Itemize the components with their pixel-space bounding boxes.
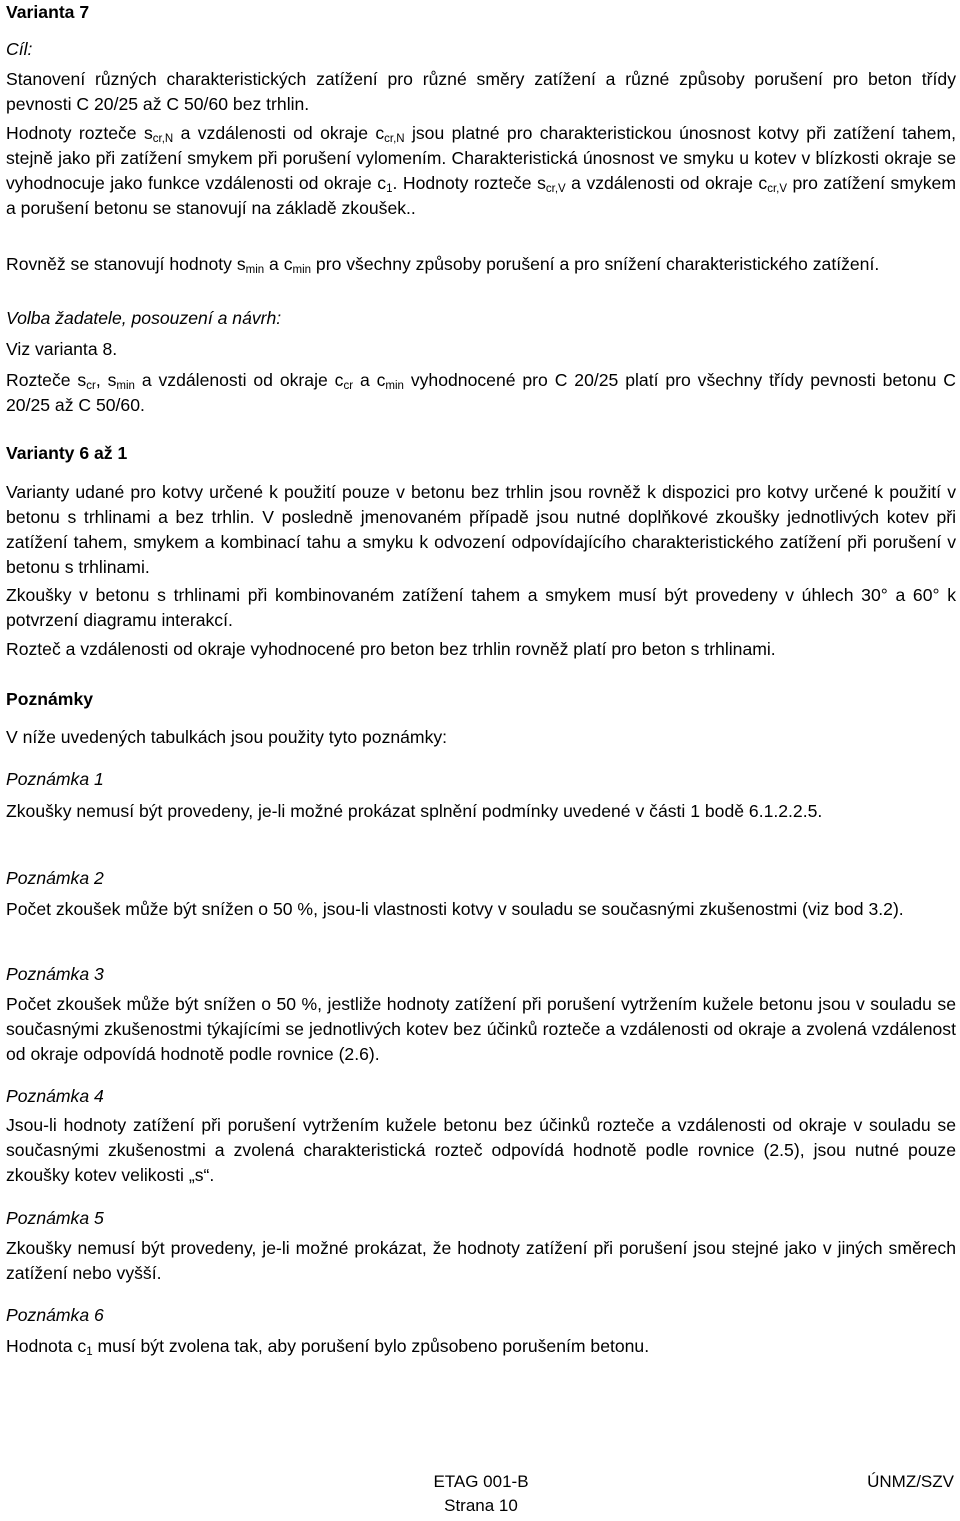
- note-4-label: Poznámka 4: [6, 1086, 104, 1106]
- notes-heading: Poznámky: [6, 689, 94, 709]
- note-1-text: Zkoušky nemusí být provedeny, je-li možné prokázat splnění podmínky uvedené v části 1 bodě 6.1.2.2.5.: [6, 801, 823, 821]
- footer-document-code: ETAG 001-B: [433, 1472, 529, 1491]
- footer-organization: ÚNMZ/SZV: [867, 1472, 954, 1491]
- goal-label: Cíl:: [6, 39, 33, 59]
- footer-page-number: Strana 10: [444, 1496, 518, 1515]
- variants6to1-heading: Varianty 6 až 1: [6, 443, 128, 463]
- variants6to1-paragraph-2: Zkoušky v betonu s trhlinami při kombinovaném zatížení tahem a smykem musí být provedeny v úhlech 30° a 60° k potvrzení diagramu interakcí.: [6, 585, 956, 630]
- note-5-label: Poznámka 5: [6, 1208, 104, 1228]
- note-6-text: Hodnota $c_1$ musí být zvolena tak, aby porušení bylo způsobeno porušením betonu.: [6, 1336, 650, 1358]
- note-4-text: Jsou-li hodnoty zatížení při porušení vytržením kužele betonu bez účinků rozteče a vzdálenosti od okraje v souladu se současnými zkušenostmi a zvolená charakteristická rozteč odpovídá hodnotě podle rovnice (2.5), jsou nutné pouze zkoušky kotev velikosti „s“.: [6, 1115, 956, 1185]
- note-2-label: Poznámka 2: [6, 868, 104, 888]
- note-2-text: Počet zkoušek může být snížen o 50 %, jsou-li vlastnosti kotvy v souladu se současnými zkušenostmi (viz bod 3.2).: [6, 899, 904, 919]
- page-footer: [0, 1470, 960, 1520]
- see-variant-8: Viz varianta 8.: [6, 339, 118, 359]
- variant7-paragraph-1: Stanovení různých charakteristických zatížení pro různé směry zatížení a různé způsoby porušení pro beton třídy pevnosti C 20/25 až C 50/60 bez trhlin.: [6, 69, 956, 114]
- notes-intro: V níže uvedených tabulkách jsou použity tyto poznámky:: [6, 727, 448, 747]
- variant7-paragraph-2: Hodnoty rozteče $s_{cr,N}$ a vzdálenosti od okraje $c_{cr,N}$ jsou platné pro charakteristickou únosnost kotvy při zatížení tahem, stejně jako při zatížení smykem při porušení vylomením. Charakteristická únosnost ve smyku u kotev v blízkosti okraje se vyhodnocuje jako funkce vzdálenosti od okraje $c_1$. Hodnoty rozteče $s_{cr,V}$ a vzdálenosti od okraje $c_{cr,V}$ pro zatížení smykem a porušení betonu se stanovují na základě zkoušek..: [6, 123, 956, 218]
- note-3-label: Poznámka 3: [6, 964, 104, 984]
- variant7-paragraph-4: Rozteče $s_{cr}$, $s_{min}$ a vzdálenosti od okraje $c_{cr}$ a $c_{min}$ vyhodnocené pro C 20/25 platí pro všechny třídy pevnosti betonu C 20/25 až C 50/60.: [6, 370, 957, 415]
- variant7-heading: Varianta 7: [6, 2, 90, 22]
- variant7-paragraph-3: Rovněž se stanovují hodnoty $s_{min}$ a $c_{min}$ pro všechny způsoby porušení a pro snížení charakteristického zatížení.: [6, 254, 880, 276]
- applicant-choice-label: Volba žadatele, posouzení a návrh:: [6, 308, 282, 328]
- note-6-label: Poznámka 6: [6, 1305, 104, 1325]
- note-5-text: Zkoušky nemusí být provedeny, je-li možné prokázat, že hodnoty zatížení při porušení jsou stejné jako v jiných směrech zatížení nebo vyšší.: [6, 1238, 956, 1283]
- note-1-label: Poznámka 1: [6, 769, 104, 789]
- variants6to1-paragraph-3: Rozteč a vzdálenosti od okraje vyhodnocené pro beton bez trhlin rovněž platí pro beton s trhlinami.: [6, 639, 776, 659]
- variants6to1-paragraph-1: Varianty udané pro kotvy určené k použití pouze v betonu bez trhlin jsou rovněž k dispozici pro kotvy určené k použití v betonu s trhlinami a bez trhlin. V posledně jmenovaném případě jsou nutné doplňkové zkoušky jednotlivých kotev při zatížení tahem, smykem a kombinací tahu a smyku k odvození odpovídajícího charakteristického zatížení při porušení v betonu s trhlinami.: [6, 482, 956, 577]
- note-3-text: Počet zkoušek může být snížen o 50 %, jestliže hodnoty zatížení při porušení vytržením kužele betonu jsou v souladu se současnými zkušenostmi týkajícími se jednotlivých kotev bez účinků rozteče a vzdálenosti od okraje a zvolená vzdálenost od okraje odpovídá hodnotě podle rovnice (2.6).: [6, 994, 956, 1064]
